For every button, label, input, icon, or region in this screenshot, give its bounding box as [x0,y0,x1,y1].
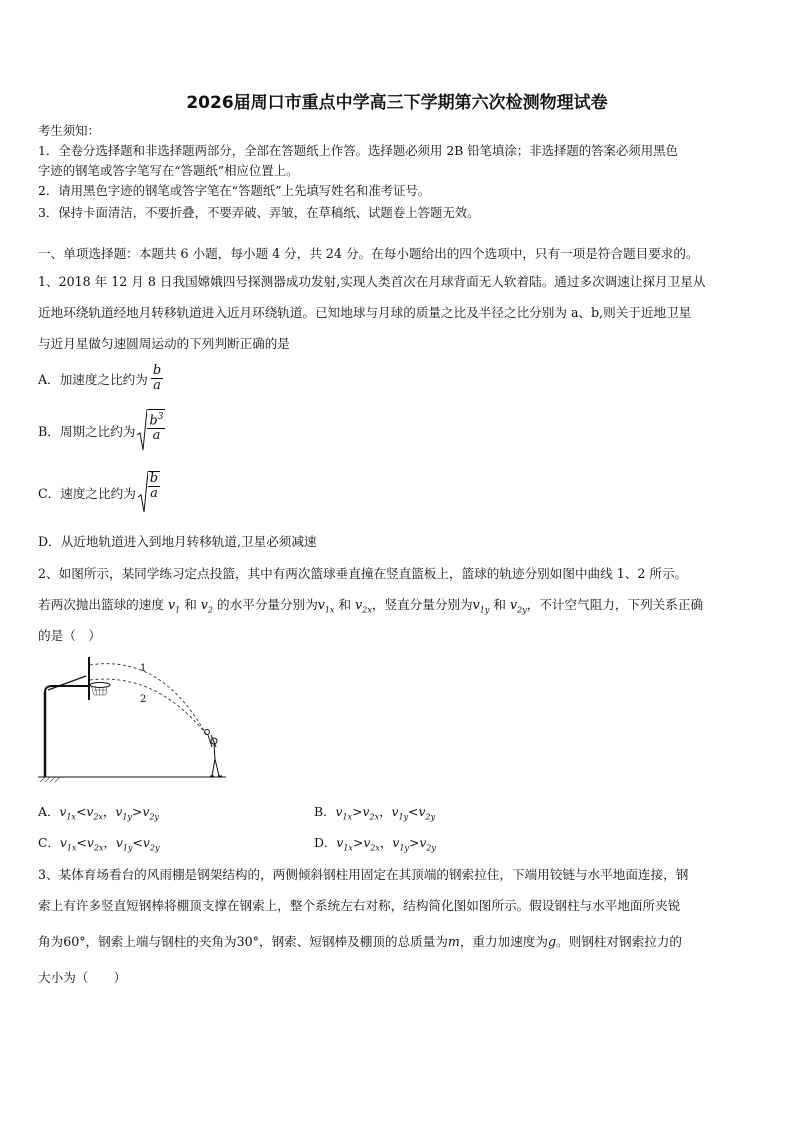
q1-option-b-label: B．周期之比约为 [38,423,136,439]
notice-line-2: 2．请用黑色字迹的钢笔或答字笔在“答题纸”上先填写姓名和准考证号。 [38,183,431,198]
q3-line-3: 角为60°，钢索上端与钢柱的夹角为30°，钢索、短钢棒及棚顶的总质量为m，重力加速度为g。则钢柱对钢索拉力的 [38,934,682,949]
angle-60: 60° [63,934,86,949]
v1: $v_1$ [167,597,181,615]
notice-line-3: 3．保持卡面清洁，不要折叠，不要弄破、弄皱，在草稿纸、试题卷上答题无效。 [38,205,480,220]
curve-label-2: 2 [140,694,147,705]
sqrt-b3-over-a [137,409,165,451]
q1-line-1: 1、2018 年 12 月 8 日我国嫦娥四号探测器成功发射,实现人类首次在月球背面无人软着陆。通过多次调速让探月卫星从 [38,274,706,289]
numerator: $b^3$ [149,412,164,429]
q1-option-d[interactable]: D．从近地轨道进入到地月转移轨道,卫星必须减速 [38,534,317,549]
q1-option-a-label: A．加速度之比约为 [38,371,148,387]
q3-line-2: 索上有许多竖直短钢棒将棚顶支撑在钢索上，整个系统左右对称，结构简化图如图所示。假设钢柱与水平地面所夹锐 [38,898,681,913]
q1-line-3: 与近月星做匀速圆周运动的下列判断正确的是 [38,336,290,351]
q1-option-b[interactable] [38,408,165,452]
section-heading: 一、单项选择题：本题共 6 小题，每小题 4 分，共 24 分。在每小题给出的四个选项中，只有一项是符合题目要求的。 [38,246,699,261]
page-title: 2026届周口市重点中学高三下学期第六次检测物理试卷 [186,93,608,113]
q1-option-c-label: C．速度之比约为 [38,485,136,501]
numerator: b [149,471,159,486]
notice-heading: 考生须知： [38,123,100,138]
q1-line-2: 近地环绕轨道经地月转移轨道进入近月环绕轨道。已知地球与月球的质量之比及半径之比分别为 a、b,则关于近地卫星 [38,305,692,320]
q2-line-3: 的是（ ） [38,628,101,643]
notice-line-1a: 1．全卷分选择题和非选择题两部分，全部在答题纸上作答。选择题必须用 2B 铅笔填涂；非选择题的答案必须用黑色 [38,143,678,158]
notice-line-1b: 字迹的钢笔或答字笔写在“答题纸”相应位置上。 [38,163,299,178]
q1-option-a[interactable] [38,358,163,398]
radical-sign-icon [138,471,148,513]
denominator: a [152,428,161,444]
v1y: $v_{1y}$ [472,597,490,615]
radical-sign-icon [137,409,147,451]
numerator: b [152,362,162,378]
basketball-figure [36,652,241,784]
sqrt-b-over-a [138,471,160,513]
player-icon [205,730,223,777]
v2: $v_2$ [200,597,214,615]
angle-30: 30° [236,934,259,949]
q2-option-c[interactable]: C．$v_{1x}<v_{2x}$，$v_{1y}<v_{2y}$ [38,835,160,853]
q3-line-1: 3、某体育场看台的风雨棚是钢架结构的，两侧倾斜钢柱用固定在其顶端的钢索拉住，下端用铰链与水平地面连接，钢 [38,867,689,882]
q2-option-b[interactable]: B．$v_{1x}>v_{2x}$，$v_{1y}<v_{2y}$ [314,804,436,822]
denominator: a [153,377,161,393]
mass-m: m [447,934,460,949]
curve-label-1: 1 [140,663,147,674]
q1-option-c[interactable] [38,470,160,514]
v2y: $v_{2y}$ [509,597,527,615]
q2-option-a[interactable]: A．$v_{1x}<v_{2x}$，$v_{1y}>v_{2y}$ [38,804,159,822]
v2x: $v_{2x}$ [355,597,372,615]
q2-line-1: 2、如图所示，某同学练习定点投篮，其中有两次篮球垂直撞在竖直篮板上，篮球的轨迹分别如图中曲线 1、2 所示。 [38,566,688,581]
q2-line-2: 若两次抛出篮球的速度 $v_1$ 和 $v_2$ 的水平分量分别为$v_{1x}$ 和 $v_{2x}$，竖直分量分别为$v_{1y}$ 和 $v_{2y}$，不计空气阻力，下列关系正确 [38,597,704,615]
denominator: a [150,486,158,501]
q2-option-d[interactable]: D．$v_{1x}>v_{2x}$，$v_{1y}>v_{2y}$ [314,835,436,853]
v1x: $v_{1x}$ [317,597,335,615]
gravity-g: g [547,934,557,949]
q3-line-4: 大小为（ ） [38,970,127,985]
fraction-b-over-a [151,364,163,393]
